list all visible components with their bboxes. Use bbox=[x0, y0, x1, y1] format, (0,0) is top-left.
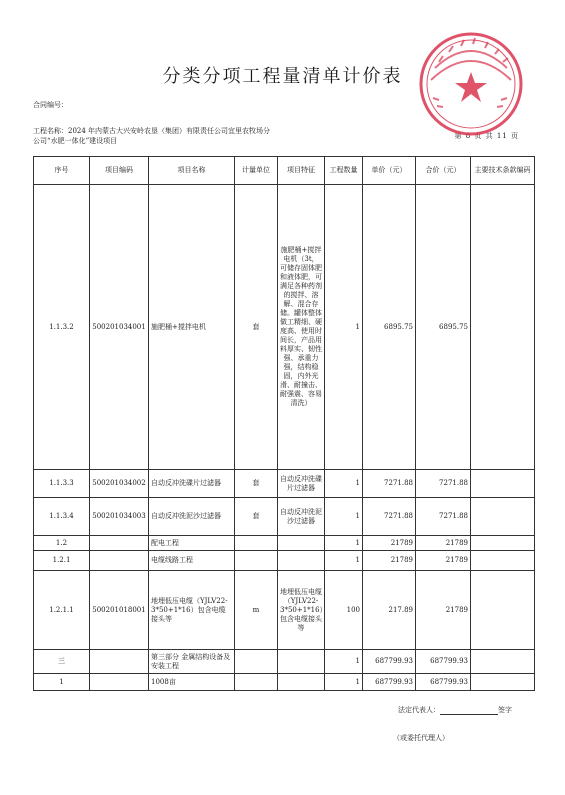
header-unit-price: 单价（元） bbox=[363, 157, 416, 185]
row-unit bbox=[235, 551, 278, 571]
row-unit-price: 7271.88 bbox=[363, 470, 416, 498]
row-index: 1 bbox=[34, 674, 90, 691]
page-title: 分类分项工程量清单计价表 bbox=[162, 66, 403, 87]
table-row bbox=[34, 470, 535, 498]
row-code: 500201034002 bbox=[90, 470, 149, 498]
pricing-table bbox=[33, 156, 535, 691]
table-row bbox=[34, 674, 535, 691]
row-feature: 自动反冲洗碟片过滤器 bbox=[278, 470, 325, 498]
row-unit-price: 7271.88 bbox=[363, 498, 416, 536]
row-feature: 地埋低压电缆（YJLV22-3*50+1*16）包含电缆接头等 bbox=[278, 571, 325, 650]
row-tech-code bbox=[471, 536, 535, 551]
row-name: 自动反冲洗泥沙过滤器 bbox=[149, 498, 235, 536]
row-code: 500201034003 bbox=[90, 498, 149, 536]
row-unit: 套 bbox=[235, 498, 278, 536]
header-code: 项目编码 bbox=[90, 157, 149, 185]
row-total-price: 687799.93 bbox=[416, 650, 471, 674]
header-quantity: 工程数量 bbox=[325, 157, 363, 185]
row-index: 1.1.3.2 bbox=[34, 185, 90, 470]
row-index: 1.1.3.3 bbox=[34, 470, 90, 498]
signature-blank bbox=[440, 714, 498, 715]
row-index: 1.1.3.4 bbox=[34, 498, 90, 536]
row-quantity: 1 bbox=[325, 551, 363, 571]
row-unit: 套 bbox=[235, 470, 278, 498]
row-unit bbox=[235, 536, 278, 551]
row-unit: 套 bbox=[235, 185, 278, 470]
header-index: 序号 bbox=[34, 157, 90, 185]
row-unit-price: 21789 bbox=[363, 536, 416, 551]
table-row bbox=[34, 650, 535, 674]
row-tech-code bbox=[471, 470, 535, 498]
row-total-price: 687799.93 bbox=[416, 674, 471, 691]
row-tech-code bbox=[471, 185, 535, 470]
row-name: 自动反冲洗碟片过滤器 bbox=[149, 470, 235, 498]
row-index: 三 bbox=[34, 650, 90, 674]
row-feature bbox=[278, 536, 325, 551]
legal-representative-line bbox=[398, 705, 512, 715]
contract-number-label: 合同编号： bbox=[33, 101, 68, 109]
row-tech-code bbox=[471, 571, 535, 650]
row-total-price: 21789 bbox=[416, 551, 471, 571]
header-tech-code: 主要技术条款编码 bbox=[471, 157, 535, 185]
row-quantity: 1 bbox=[325, 185, 363, 470]
row-name: 1008亩 bbox=[149, 674, 235, 691]
company-seal-icon bbox=[415, 28, 527, 140]
row-code bbox=[90, 674, 149, 691]
row-quantity: 1 bbox=[325, 674, 363, 691]
row-feature bbox=[278, 650, 325, 674]
project-name: 工程名称：2024 年内蒙古大兴安岭农垦（集团）有限责任公司宜里农牧场分公司“水肥一体化”建设项目 bbox=[33, 127, 271, 145]
row-tech-code bbox=[471, 551, 535, 571]
table-row bbox=[34, 551, 535, 571]
row-quantity: 1 bbox=[325, 498, 363, 536]
row-total-price: 21789 bbox=[416, 571, 471, 650]
row-unit-price: 6895.75 bbox=[363, 185, 416, 470]
row-total-price: 7271.88 bbox=[416, 470, 471, 498]
row-feature: 施肥桶+搅拌电机（3t，可储存固体肥和液体肥，可满足各种药剂的搅拌、溶解、混合存储。罐体整体做工精细、硬度高、使用时间长，产品用料厚实、韧性强、承重力强，结构稳固，内外光滑、耐撞击、耐强震、容易清洗） bbox=[278, 185, 325, 470]
row-tech-code bbox=[471, 498, 535, 536]
row-index: 1.2.1 bbox=[34, 551, 90, 571]
legal-representative-label: 法定代表人： bbox=[398, 706, 440, 714]
row-quantity: 100 bbox=[325, 571, 363, 650]
row-code bbox=[90, 650, 149, 674]
row-index: 1.2.1.1 bbox=[34, 571, 90, 650]
header-total-price: 合价（元） bbox=[416, 157, 471, 185]
row-feature bbox=[278, 551, 325, 571]
table-row bbox=[34, 536, 535, 551]
row-unit-price: 21789 bbox=[363, 551, 416, 571]
row-tech-code bbox=[471, 674, 535, 691]
header-name: 项目名称 bbox=[149, 157, 235, 185]
row-unit-price: 217.89 bbox=[363, 571, 416, 650]
row-name: 第三部分 金属结构设备及安装工程 bbox=[149, 650, 235, 674]
row-total-price: 21789 bbox=[416, 536, 471, 551]
row-feature bbox=[278, 674, 325, 691]
row-quantity: 1 bbox=[325, 536, 363, 551]
row-code: 500201034001 bbox=[90, 185, 149, 470]
header-unit: 计量单位 bbox=[235, 157, 278, 185]
row-code bbox=[90, 551, 149, 571]
table-row bbox=[34, 498, 535, 536]
row-name: 地埋低压电缆（YJLV22-3*50+1*16）包含电缆接头等 bbox=[149, 571, 235, 650]
table-row bbox=[34, 185, 535, 470]
row-tech-code bbox=[471, 650, 535, 674]
row-unit bbox=[235, 674, 278, 691]
row-total-price: 6895.75 bbox=[416, 185, 471, 470]
row-unit-price: 687799.93 bbox=[363, 650, 416, 674]
row-unit bbox=[235, 650, 278, 674]
row-name: 电缆线路工程 bbox=[149, 551, 235, 571]
row-name: 施肥桶+搅拌电机 bbox=[149, 185, 235, 470]
table-header-row bbox=[34, 157, 535, 185]
row-code bbox=[90, 536, 149, 551]
page-number: 第 8 页 共 11 页 bbox=[454, 132, 519, 140]
proxy-label: （或委托代理人） bbox=[393, 734, 449, 742]
signature-label: 签字 bbox=[498, 706, 512, 714]
header-feature: 项目特征 bbox=[278, 157, 325, 185]
row-name: 配电工程 bbox=[149, 536, 235, 551]
row-feature: 自动反冲洗泥沙过滤器 bbox=[278, 498, 325, 536]
row-total-price: 7271.88 bbox=[416, 498, 471, 536]
row-quantity: 1 bbox=[325, 470, 363, 498]
row-unit: m bbox=[235, 571, 278, 650]
row-index: 1.2 bbox=[34, 536, 90, 551]
table-row bbox=[34, 571, 535, 650]
row-quantity: 1 bbox=[325, 650, 363, 674]
row-unit-price: 687799.93 bbox=[363, 674, 416, 691]
row-code: 500201018001 bbox=[90, 571, 149, 650]
